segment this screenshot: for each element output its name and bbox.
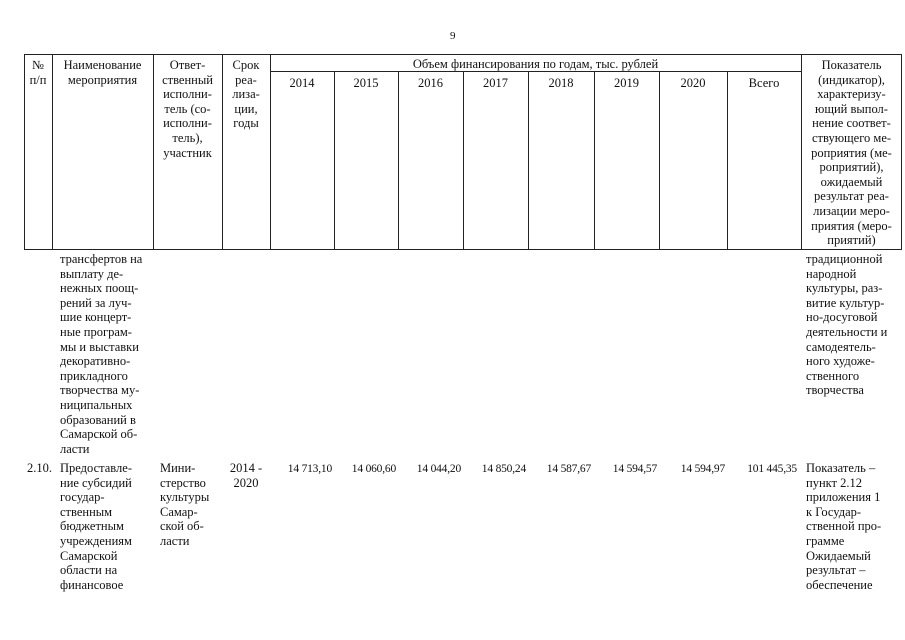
row-responsible: Мини- стерство культуры Самар- ской об- ласти bbox=[160, 461, 210, 548]
header-year: 2016 bbox=[418, 76, 443, 90]
header-year: 2019 bbox=[614, 76, 639, 90]
col-divider bbox=[398, 71, 399, 250]
continued-indicator: традиционной народной культуры, раз- витие культур- но-досуговой деятельности и самодеятель- ного художе- ственного творчества bbox=[806, 252, 888, 398]
value-2018: 14 587,67 bbox=[546, 463, 591, 475]
row-number: 2.10. bbox=[27, 461, 52, 475]
header-year: 2017 bbox=[483, 76, 508, 90]
header-num: № п/п bbox=[29, 58, 47, 87]
header-total: Всего bbox=[748, 76, 780, 90]
col-divider bbox=[594, 71, 595, 250]
value-2019: 14 594,57 bbox=[612, 463, 657, 475]
page-number: 9 bbox=[450, 30, 456, 42]
value-2015: 14 060,60 bbox=[351, 463, 396, 475]
row-term: 2014 - 2020 bbox=[229, 461, 263, 490]
header-year: 2015 bbox=[353, 76, 379, 90]
header-term: Срок реа- лиза- ции, годы bbox=[232, 58, 260, 131]
row-name: Предоставле- ние субсидий государ- ственным бюджетным учреждениям Самарской области на финансовое bbox=[60, 461, 132, 592]
col-divider bbox=[528, 71, 529, 250]
header-responsible: Ответ- ственный исполни- тель (со- исполни- тель), участник bbox=[162, 58, 213, 160]
value-2014: 14 713,10 bbox=[287, 463, 332, 475]
col-divider bbox=[727, 71, 728, 250]
col-divider bbox=[659, 71, 660, 250]
header-funding: Объем финансирования по годам, тыс. рублей bbox=[412, 57, 659, 71]
value-total: 101 445,35 bbox=[747, 463, 797, 475]
value-2020: 14 594,97 bbox=[680, 463, 725, 475]
col-divider bbox=[334, 71, 335, 250]
header-year: 2014 bbox=[289, 76, 315, 90]
value-2017: 14 850,24 bbox=[481, 463, 526, 475]
row-indicator: Показатель – пункт 2.12 приложения 1 к Государ- ственной про- грамме Ожидаемый результат – обеспечение bbox=[806, 461, 882, 592]
header-indicator: Показатель (индикатор), характеризу- ющий выпол- нение соответ- ствующего ме- роприятия (ме- роприятий), ожидаемый результат реа- лизации меро- приятия (меро- приятий) bbox=[811, 58, 892, 248]
col-divider bbox=[463, 71, 464, 250]
header-year: 2020 bbox=[680, 76, 706, 90]
header-name: Наименование мероприятия bbox=[63, 58, 142, 87]
continued-name: трансфертов на выплату де- нежных поощ- рений за луч- шие концерт- ные програм- мы и выставки декоративно- прикладного творчества му- ниципальных образований в Самарской об- ласти bbox=[60, 252, 143, 456]
value-2016: 14 044,20 bbox=[416, 463, 461, 475]
header-year: 2018 bbox=[548, 76, 574, 90]
